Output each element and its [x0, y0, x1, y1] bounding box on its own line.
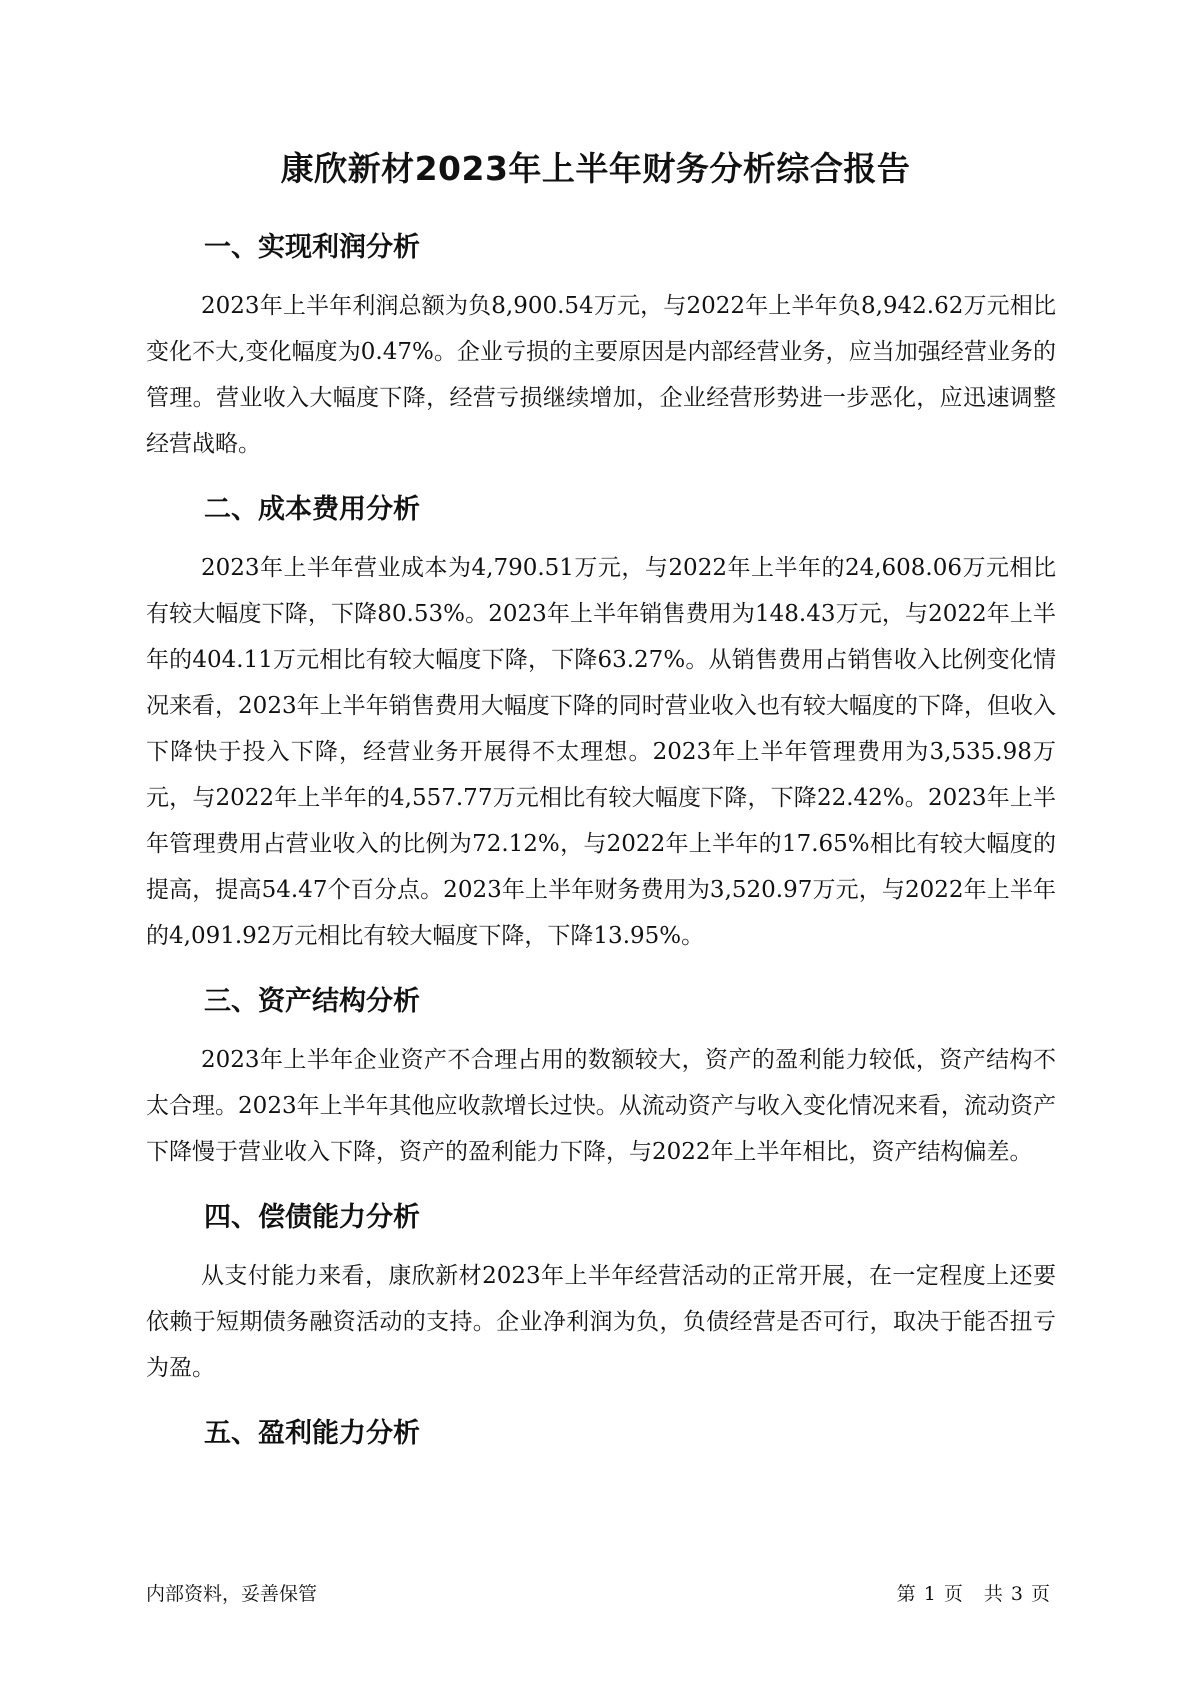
document-title: 康欣新材2023年上半年财务分析综合报告 [280, 149, 911, 188]
section-cost [146, 487, 1056, 959]
footer-page-number: 第 1 页 共 3 页 [896, 1583, 1051, 1605]
section-heading: 一、实现利润分析 [204, 232, 420, 263]
section-solvency [146, 1195, 1056, 1391]
section-heading: 四、偿债能力分析 [204, 1202, 420, 1233]
footer-confidential-note: 内部资料，妥善保管 [146, 1583, 318, 1605]
section-paragraph: 2023年上半年营业成本为4,790.51万元，与2022年上半年的24,608.06万元相比有较大幅度下降，下降80.53%。2023年上半年销售费用为148.43万元，与2022年上半年的404.11万元相比有较大幅度下降，下降63.27%。从销售费用占销售收入比例变化情况来看，2023年上半年销售费用大幅度下降的同时营业收入也有较大幅度的下降，但收入下降快于投入下降，经营业务开展得不太理想。2023年上半年管理费用为3,535.98万元，与2022年上半年的4,557.77万元相比有较大幅度下降，下降22.42%。2023年上半年管理费用占营业收入的比例为72.12%，与2022年上半年的17.65%相比有较大幅度的提高，提高54.47个百分点。2023年上半年财务费用为3,520.97万元，与2022年上半年的4,091.92万元相比有较大幅度下降，下降13.95%。 [146, 555, 1056, 949]
section-assets [146, 979, 1056, 1175]
section-profit [146, 225, 1056, 467]
section-heading: 五、盈利能力分析 [204, 1418, 420, 1449]
section-heading: 二、成本费用分析 [204, 494, 420, 525]
section-paragraph: 2023年上半年企业资产不合理占用的数额较大，资产的盈利能力较低，资产结构不太合理。2023年上半年其他应收款增长过快。从流动资产与收入变化情况来看，流动资产下降慢于营业收入下降，资产的盈利能力下降，与2022年上半年相比，资产结构偏差。 [146, 1047, 1056, 1165]
section-heading: 三、资产结构分析 [204, 986, 420, 1017]
section-paragraph: 从支付能力来看，康欣新材2023年上半年经营活动的正常开展，在一定程度上还要依赖于短期债务融资活动的支持。企业净利润为负，负债经营是否可行，取决于能否扭亏为盈。 [146, 1263, 1056, 1381]
section-profitability [146, 1411, 1056, 1457]
document-body [146, 225, 1056, 1469]
section-paragraph: 2023年上半年利润总额为负8,900.54万元，与2022年上半年负8,942.62万元相比变化不大,变化幅度为0.47%。企业亏损的主要原因是内部经营业务，应当加强经营业务的管理。营业收入大幅度下降，经营亏损继续增加，企业经营形势进一步恶化，应迅速调整经营战略。 [146, 293, 1056, 457]
